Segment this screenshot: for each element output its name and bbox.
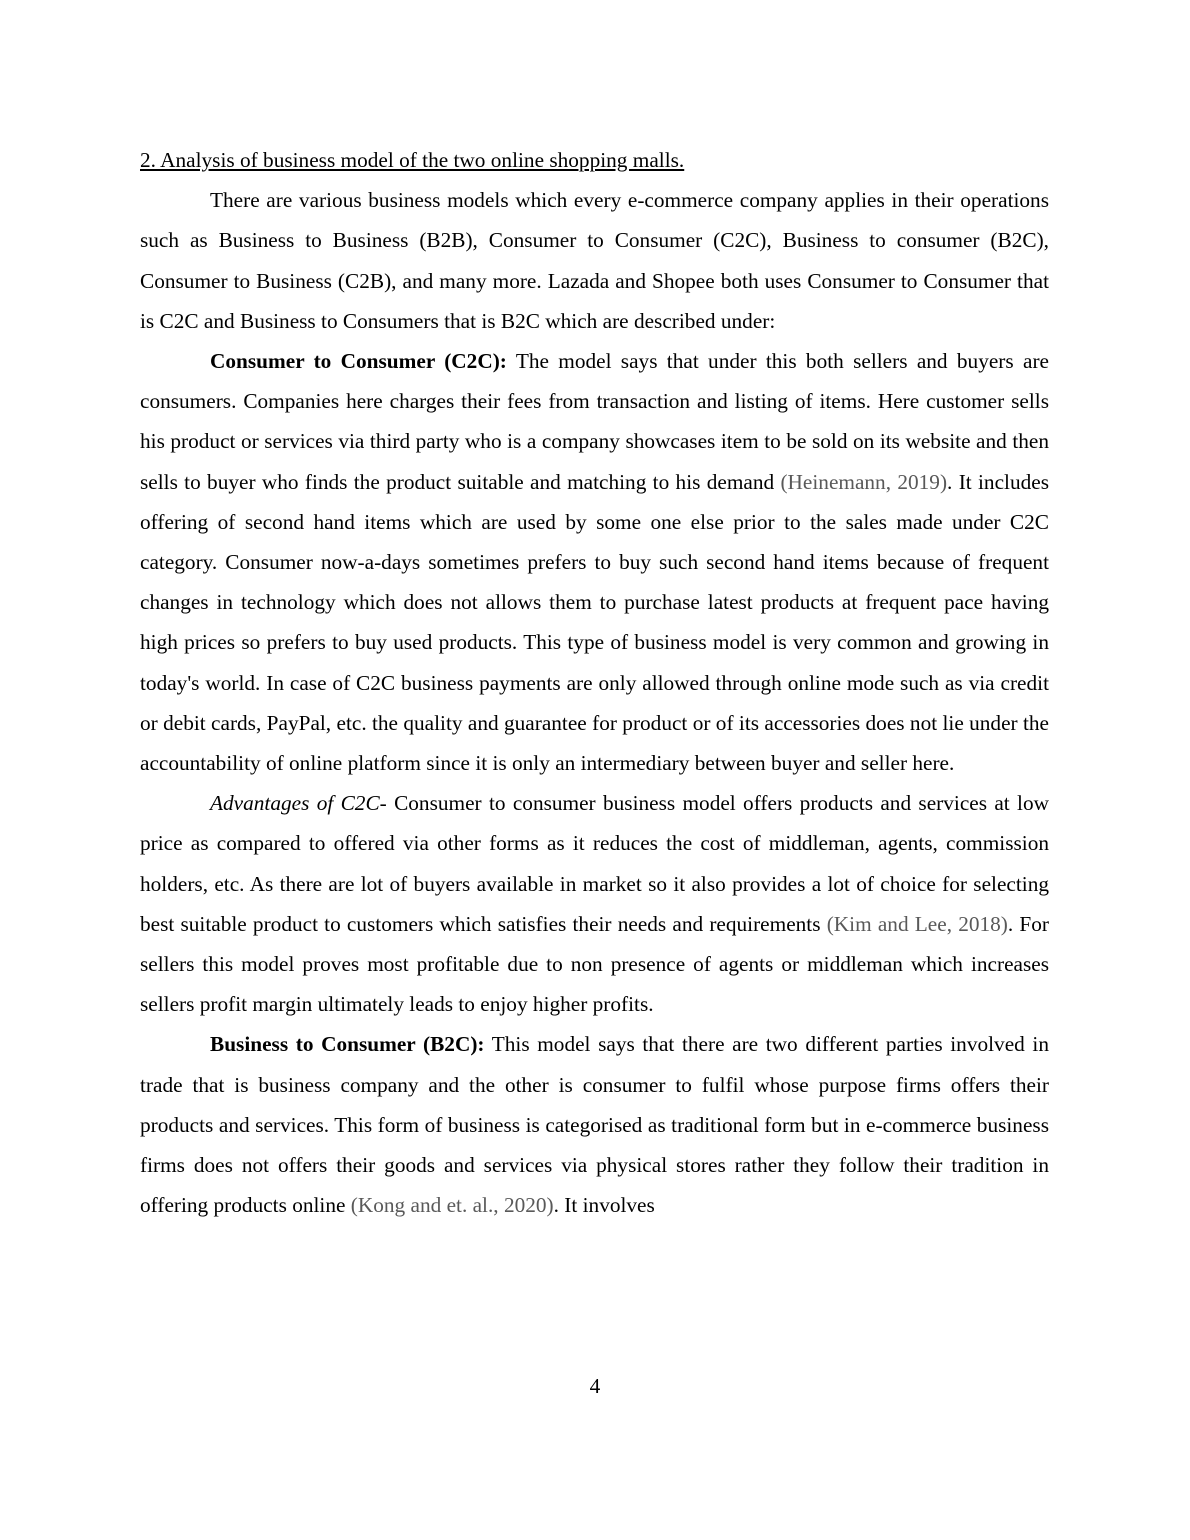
- c2c-paragraph: [140, 341, 1049, 783]
- b2c-citation: (Kong and et. al., 2020): [350, 1193, 554, 1218]
- document-page: [140, 140, 1049, 1225]
- c2c-label: Consumer to Consumer (C2C):: [210, 349, 507, 374]
- advantages-text-1: Consumer to consumer business model offers products and services at low price as compared to offered via other forms as it reduces the cost of middleman, agents, commission holders, etc. As there are lot of buyers available in market so it also provides a lot of choice for selecting best suitable product to customers which satisfies their needs and requirements: [140, 791, 1049, 936]
- b2c-paragraph: [140, 1024, 1049, 1225]
- advantages-paragraph: [140, 783, 1049, 1024]
- c2c-text-1: The model says that under this both sellers and buyers are consumers. Companies here charges their fees from transaction and listing of items. Here customer sells his product or services via third party who is a company showcases item to be sold on its website and then sells to buyer who finds the product suitable and matching to his demand: [140, 349, 1049, 494]
- c2c-text-2: . It includes offering of second hand items which are used by some one else prior to the sales made under C2C category. Consumer now-a-days sometimes prefers to buy such second hand items because of frequent changes in technology which does not allows them to purchase latest products at frequent pace having high prices so prefers to buy used products. This type of business model is very common and growing in today's world. In case of C2C business payments are only allowed through online mode such as via credit or debit cards, PayPal, etc. the quality and guarantee for product or of its accessories does not lie under the accountability of online platform since it is only an intermediary between buyer and seller here.: [140, 469, 1049, 776]
- b2c-text-1: This model says that there are two different parties involved in trade that is business company and the other is consumer to fulfil whose purpose firms offers their products and services. This form of business is categorised as traditional form but in e-commerce business firms does not offers their goods and services via physical stores rather they follow their tradition in offering products online: [140, 1032, 1049, 1218]
- advantages-label: Advantages of C2C-: [210, 791, 387, 816]
- b2c-text-2: . It involves: [553, 1193, 655, 1218]
- advantages-citation: (Kim and Lee, 2018): [826, 911, 1008, 936]
- section-heading: 2. Analysis of business model of the two online shopping malls.: [140, 148, 685, 172]
- page-number: 4: [589, 1374, 601, 1398]
- b2c-label: Business to Consumer (B2C):: [210, 1032, 485, 1057]
- c2c-citation: (Heinemann, 2019): [780, 469, 948, 494]
- intro-paragraph: There are various business models which every e-commerce company applies in their operations such as Business to Business (B2B), Consumer to Consumer (C2C), Business to consumer (B2C), Consumer to Business (C2B), and many more. Lazada and Shopee both uses Consumer to Consumer that is C2C and Business to Consumers that is B2C which are described under:: [140, 188, 1049, 333]
- advantages-text-2: . For sellers this model proves most profitable due to non presence of agents or middleman which increases sellers profit margin ultimately leads to enjoy higher profits.: [140, 911, 1050, 1017]
